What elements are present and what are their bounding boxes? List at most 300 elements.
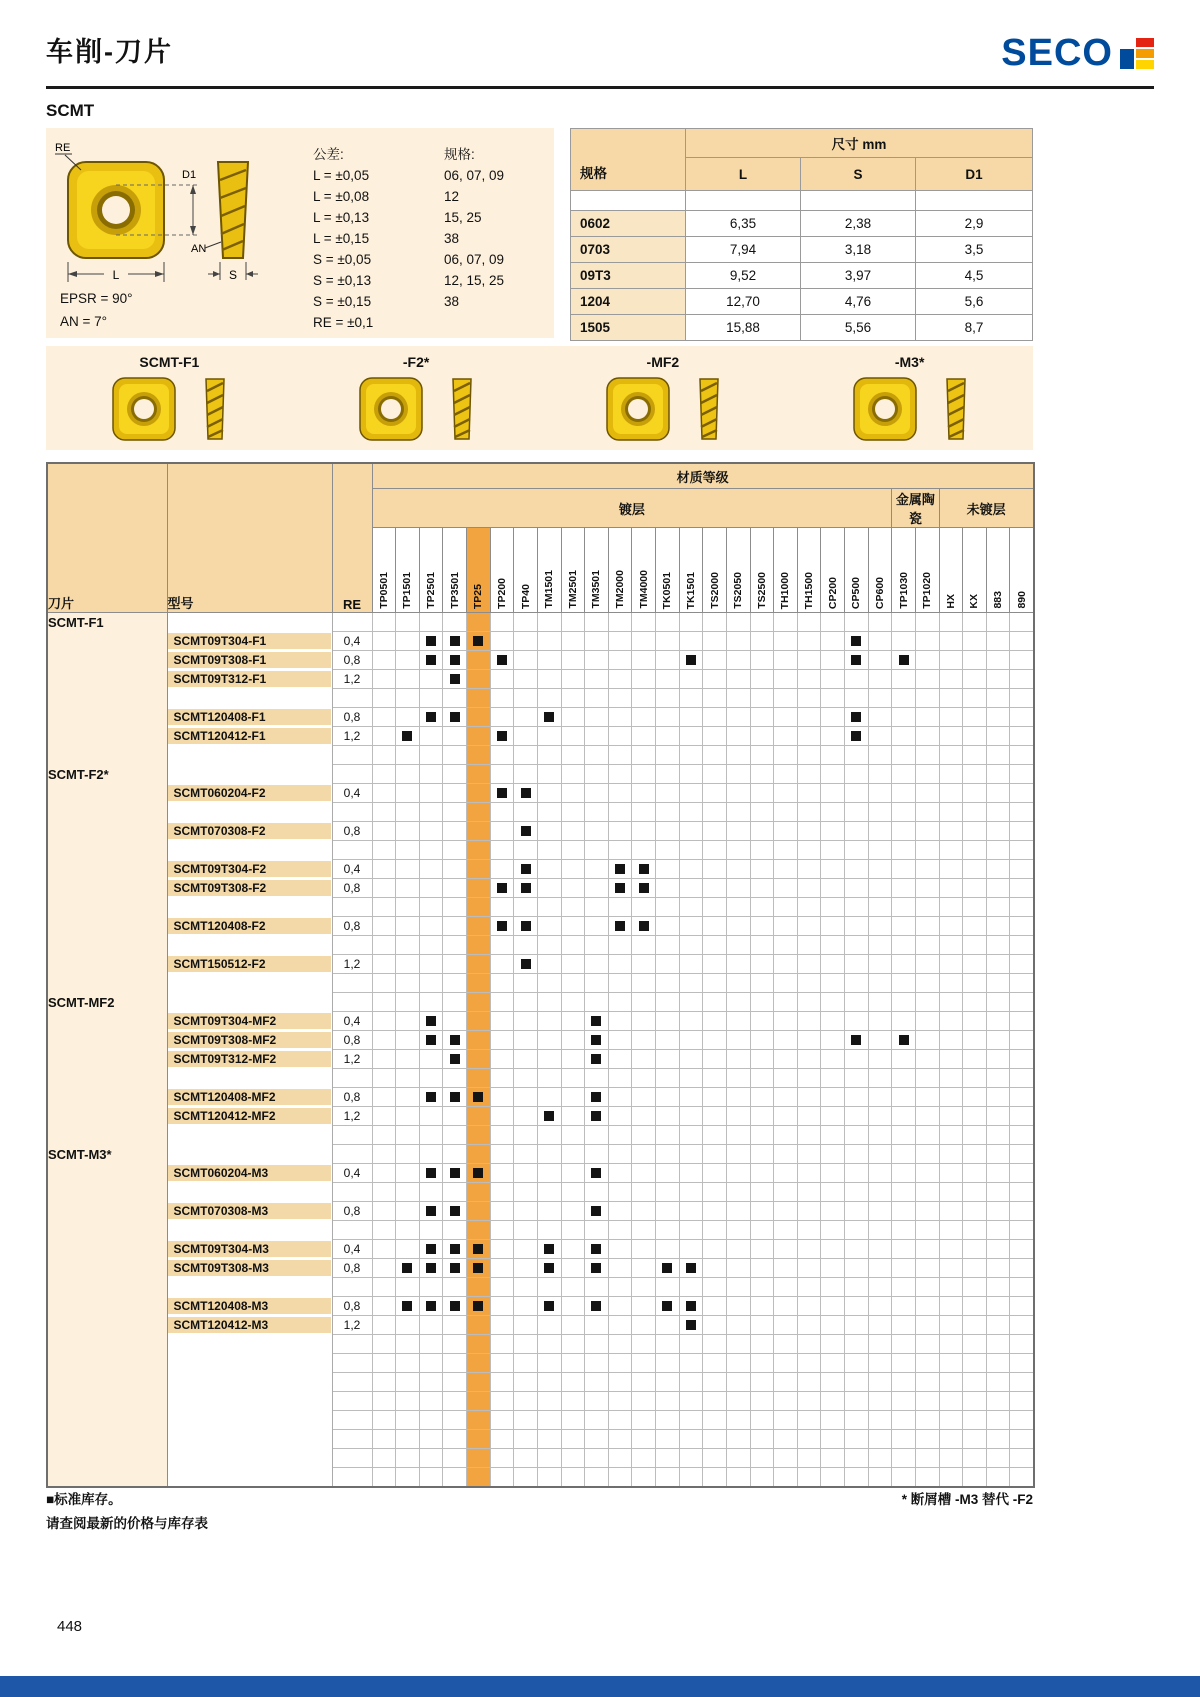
insert-side-view-icon: [203, 377, 227, 441]
grade-cell: [372, 1449, 396, 1468]
grade-cell: [703, 803, 727, 822]
grade-cell: [845, 613, 869, 632]
grade-cell: [868, 632, 892, 651]
grade-cell: [396, 1430, 420, 1449]
grade-cell: [561, 803, 585, 822]
grade-cell: [537, 803, 561, 822]
grade-cell: [490, 1430, 514, 1449]
grade-cell: [490, 1373, 514, 1392]
grade-cell: [443, 917, 467, 936]
grade-cell: [585, 651, 609, 670]
grade-cell: [939, 670, 963, 689]
tolerance-value: RE = ±0,1: [313, 315, 374, 330]
grade-group-title: 材质等级: [372, 463, 1034, 489]
grade-cell: [703, 1392, 727, 1411]
insert-row: [47, 727, 1034, 746]
section-col-cell: [47, 1392, 167, 1411]
grade-cell: [703, 1221, 727, 1240]
grade-cell: [396, 1297, 420, 1316]
insert-side-view-icon: [944, 377, 968, 441]
grade-cell: [632, 1240, 656, 1259]
grade-cell: [726, 841, 750, 860]
grade-cell: [1010, 746, 1034, 765]
grade-cell: [632, 1335, 656, 1354]
grade-cell: [821, 651, 845, 670]
grade-cell: [561, 727, 585, 746]
grade-cell: [845, 1012, 869, 1031]
grade-cell: [632, 1278, 656, 1297]
grade-cell: [774, 1031, 798, 1050]
grade-cell: [372, 1164, 396, 1183]
grade-cell: [679, 1107, 703, 1126]
grade-cell: [726, 746, 750, 765]
grade-cell: [585, 822, 609, 841]
re-cell: 0,8: [332, 1031, 372, 1050]
section-col-cell: [47, 746, 167, 765]
grade-cell: [774, 765, 798, 784]
grade-cell: [419, 1373, 443, 1392]
grade-cell: [561, 1145, 585, 1164]
grade-cell: [632, 1126, 656, 1145]
grade-cell: [514, 1373, 538, 1392]
spacer-row: [47, 1468, 1034, 1488]
spacer-row: [47, 898, 1034, 917]
grade-cell: [963, 1297, 987, 1316]
grade-cell: [726, 1050, 750, 1069]
grade-cell: [703, 1202, 727, 1221]
model-label: SCMT120412-F1: [168, 728, 331, 744]
grade-cell: [679, 727, 703, 746]
grade-cell: [396, 765, 420, 784]
section-col-cell: [47, 1050, 167, 1069]
grade-cell: [797, 1069, 821, 1088]
grade-cell: [821, 1069, 845, 1088]
grade-cell: [703, 860, 727, 879]
grade-cell: [774, 879, 798, 898]
grade-cell: [585, 1164, 609, 1183]
model-cell: [167, 689, 332, 708]
grade-cell: [963, 803, 987, 822]
model-label: SCMT09T304-MF2: [168, 1013, 331, 1029]
re-cell: [332, 1430, 372, 1449]
grade-cell: [372, 1297, 396, 1316]
grade-cell: [774, 1449, 798, 1468]
grade-cell: [915, 974, 939, 993]
grade-cell: [868, 1297, 892, 1316]
grade-cell: [821, 765, 845, 784]
grade-cell: [821, 1164, 845, 1183]
grade-cell: [821, 917, 845, 936]
grade-cell: [656, 1240, 680, 1259]
section-col-cell: [47, 1240, 167, 1259]
grade-cell: [1010, 784, 1034, 803]
re-cell: [332, 898, 372, 917]
grade-cell: [537, 993, 561, 1012]
size-value: 06, 07, 09: [444, 168, 505, 183]
grade-cell: [419, 993, 443, 1012]
grade-cell: [396, 1316, 420, 1335]
grade-cell: [821, 1183, 845, 1202]
insert-row: [47, 1316, 1034, 1335]
grade-cell: [939, 1278, 963, 1297]
grade-cell: [750, 898, 774, 917]
grade-cell: [845, 1107, 869, 1126]
grade-col-TK0501: TK0501: [656, 528, 680, 613]
stock-mark: [521, 883, 531, 893]
grade-cell: [372, 1050, 396, 1069]
grade-cell: [443, 1107, 467, 1126]
grade-cell: [797, 917, 821, 936]
grade-cell: [774, 936, 798, 955]
grade-cell: [939, 1164, 963, 1183]
grade-cell: [726, 1012, 750, 1031]
grade-cell: [750, 727, 774, 746]
grade-cell: [537, 689, 561, 708]
grade-cell: [774, 1392, 798, 1411]
insert-row: [47, 1240, 1034, 1259]
grade-cell: [821, 879, 845, 898]
grade-cell: [443, 1031, 467, 1050]
model-label: SCMT070308-M3: [168, 1203, 331, 1219]
stock-mark: [497, 655, 507, 665]
grade-cell: [561, 632, 585, 651]
grade-cell: [845, 651, 869, 670]
grade-cell: [750, 1468, 774, 1488]
grade-cell: [726, 1297, 750, 1316]
grade-cell: [514, 1449, 538, 1468]
grade-cell: [514, 1259, 538, 1278]
grade-cell: [585, 1278, 609, 1297]
re-cell: [332, 1278, 372, 1297]
grade-cell: [963, 1050, 987, 1069]
grade-cell: [537, 670, 561, 689]
grade-cell: [396, 746, 420, 765]
grade-cell: [443, 993, 467, 1012]
grade-cell: [726, 955, 750, 974]
spacer-row: [47, 1430, 1034, 1449]
grade-col-TS2500: TS2500: [750, 528, 774, 613]
grade-cell: [986, 803, 1010, 822]
grade-cell: [868, 1069, 892, 1088]
re-cell: 1,2: [332, 670, 372, 689]
grade-cell: [396, 1145, 420, 1164]
grade-cell: [939, 632, 963, 651]
grade-cell: [939, 1088, 963, 1107]
grade-cell: [868, 689, 892, 708]
grade-cell: [892, 803, 916, 822]
grade-cell: [419, 879, 443, 898]
grade-cell: [419, 708, 443, 727]
grade-cell: [585, 1240, 609, 1259]
grade-cell: [679, 1069, 703, 1088]
grade-cell: [939, 1107, 963, 1126]
insert-row: [47, 1088, 1034, 1107]
grade-cell: [1010, 1240, 1034, 1259]
grade-cell: [774, 1050, 798, 1069]
grade-cell: [726, 1392, 750, 1411]
grade-cell: [372, 1354, 396, 1373]
model-label: SCMT060204-M3: [168, 1165, 331, 1181]
grade-cell: [679, 632, 703, 651]
stock-mark: [591, 1301, 601, 1311]
grade-cell: [986, 784, 1010, 803]
stock-mark: [591, 1035, 601, 1045]
grade-cell: [726, 936, 750, 955]
grade-cell: [632, 1012, 656, 1031]
grade-cell: [679, 955, 703, 974]
re-cell: 1,2: [332, 1316, 372, 1335]
grade-cell: [1010, 1050, 1034, 1069]
grade-cell: [561, 1069, 585, 1088]
stock-mark: [899, 655, 909, 665]
grade-cell: [490, 1278, 514, 1297]
grade-cell: [1010, 1164, 1034, 1183]
grade-cell: [845, 1316, 869, 1335]
sizes-title: 规格:: [444, 147, 475, 162]
grade-cell: [561, 708, 585, 727]
grade-cell: [821, 1373, 845, 1392]
grade-cell: [372, 1411, 396, 1430]
grade-cell: [845, 860, 869, 879]
grade-cell: [372, 1107, 396, 1126]
re-cell: [332, 936, 372, 955]
grade-cell: [892, 1449, 916, 1468]
grade-cell: [632, 1088, 656, 1107]
grade-cell: [585, 841, 609, 860]
grade-cell: [986, 765, 1010, 784]
grade-cell: [443, 974, 467, 993]
insert-gallery: [46, 346, 1033, 450]
grade-cell: [372, 1259, 396, 1278]
grade-cell: [986, 1050, 1010, 1069]
grade-cell: [939, 1145, 963, 1164]
grade-cell: [845, 784, 869, 803]
grade-cell: [750, 784, 774, 803]
insert-row: [47, 632, 1034, 651]
insert-row: [47, 784, 1034, 803]
dim-row: [571, 237, 1033, 263]
grade-cell: [1010, 651, 1034, 670]
re-cell: 0,4: [332, 784, 372, 803]
grade-cell: [821, 993, 845, 1012]
grade-cell: [396, 1069, 420, 1088]
grade-cell: [963, 1392, 987, 1411]
grade-cell: [845, 1202, 869, 1221]
grade-cell: [443, 1373, 467, 1392]
grade-cell: [963, 955, 987, 974]
stock-mark: [639, 883, 649, 893]
insert-variant: [46, 346, 293, 450]
grade-cell: [514, 822, 538, 841]
grade-col-TM2000: TM2000: [608, 528, 632, 613]
grade-cell: [845, 1240, 869, 1259]
insert-front-view-icon: [358, 376, 424, 442]
grade-cell: [915, 1316, 939, 1335]
grade-cell: [608, 784, 632, 803]
model-cell: [167, 1449, 332, 1468]
grade-cell: [632, 632, 656, 651]
grade-cell: [821, 1107, 845, 1126]
spacer-row: [47, 974, 1034, 993]
model-cell: [167, 1107, 332, 1126]
grade-cell: [868, 1145, 892, 1164]
stock-mark: [497, 788, 507, 798]
grade-cell: [561, 841, 585, 860]
grade-cell: [608, 1278, 632, 1297]
grade-cell: [514, 1430, 538, 1449]
grade-cell: [396, 1335, 420, 1354]
grade-cell: [514, 879, 538, 898]
grade-cell: [750, 1069, 774, 1088]
stock-mark: [426, 1035, 436, 1045]
model-label: SCMT120408-MF2: [168, 1089, 331, 1105]
grade-cell: [679, 1354, 703, 1373]
grade-cell: [892, 1468, 916, 1488]
grade-cell: [774, 1126, 798, 1145]
re-cell: 1,2: [332, 955, 372, 974]
stock-mark: [426, 655, 436, 665]
stock-mark: [686, 1301, 696, 1311]
grade-cell: [726, 1373, 750, 1392]
grade-cell: [490, 1088, 514, 1107]
model-cell: [167, 898, 332, 917]
grade-cell: [467, 746, 491, 765]
grade-cell: [1010, 1202, 1034, 1221]
grade-cell: [467, 822, 491, 841]
grade-cell: [490, 917, 514, 936]
grade-cell: [443, 1316, 467, 1335]
grade-cell: [750, 1240, 774, 1259]
grade-cell: [396, 1012, 420, 1031]
grade-cell: [372, 822, 396, 841]
section-col-cell: [47, 632, 167, 651]
grade-cell: [585, 727, 609, 746]
model-cell: [167, 822, 332, 841]
grade-cell: [1010, 1183, 1034, 1202]
grade-cell: [656, 1316, 680, 1335]
grade-cell: [915, 936, 939, 955]
grade-cell: [868, 1183, 892, 1202]
grade-cell: [892, 1335, 916, 1354]
grade-cell: [963, 670, 987, 689]
grade-cell: [514, 860, 538, 879]
grade-cell: [821, 1050, 845, 1069]
grade-cell: [585, 1259, 609, 1278]
grade-cell: [845, 1126, 869, 1145]
grade-cell: [892, 1430, 916, 1449]
grade-cell: [915, 993, 939, 1012]
grade-cell: [797, 1240, 821, 1259]
dim-table-body: [571, 211, 1033, 341]
grade-cell: [537, 1012, 561, 1031]
grade-cell: [561, 1126, 585, 1145]
grade-cell: [443, 1202, 467, 1221]
grade-cell: [774, 1259, 798, 1278]
grade-cell: [963, 708, 987, 727]
grade-cell: [679, 1449, 703, 1468]
stock-mark: [851, 636, 861, 646]
model-cell: [167, 1126, 332, 1145]
grade-cell: [915, 1335, 939, 1354]
dim-s-value: 3,97: [801, 263, 916, 289]
grade-cell: [915, 898, 939, 917]
grade-cell: [703, 1126, 727, 1145]
grade-cell: [986, 1088, 1010, 1107]
spacer-row: [47, 1221, 1034, 1240]
grade-cell: [915, 689, 939, 708]
grade-cell: [632, 746, 656, 765]
grade-cell: [656, 1107, 680, 1126]
stock-mark: [450, 1263, 460, 1273]
grade-cell: [892, 1164, 916, 1183]
grade-cell: [514, 708, 538, 727]
grade-cell: [396, 898, 420, 917]
grade-cell: [868, 803, 892, 822]
grade-cell: [821, 1449, 845, 1468]
grade-cell: [419, 1012, 443, 1031]
grade-cell: [963, 746, 987, 765]
section-col-cell: [47, 1354, 167, 1373]
grade-cell: [679, 1316, 703, 1335]
grade-cell: [1010, 1411, 1034, 1430]
re-cell: [332, 1126, 372, 1145]
grade-cell: [537, 1316, 561, 1335]
model-cell: [167, 1430, 332, 1449]
grade-cell: [750, 917, 774, 936]
grade-cell: [585, 1050, 609, 1069]
grade-cell: [656, 1411, 680, 1430]
grade-cell: [396, 1164, 420, 1183]
grade-cell: [868, 784, 892, 803]
grade-cell: [963, 613, 987, 632]
grade-cell: [726, 1107, 750, 1126]
model-label: SCMT120412-M3: [168, 1317, 331, 1333]
grade-cell: [585, 955, 609, 974]
grade-cell: [892, 879, 916, 898]
grade-cell: [561, 1449, 585, 1468]
spacer-row: [47, 1392, 1034, 1411]
grade-cell: [467, 1297, 491, 1316]
grade-cell: [845, 1145, 869, 1164]
spacer-row: [47, 1335, 1034, 1354]
grade-cell: [915, 746, 939, 765]
grade-cell: [561, 1183, 585, 1202]
grade-cell: [679, 1145, 703, 1164]
section-header-row: [47, 993, 1034, 1012]
grade-cell: [679, 879, 703, 898]
grade-cell: [419, 670, 443, 689]
grade-cell: [514, 1126, 538, 1145]
grade-cell: [774, 1468, 798, 1488]
grade-cell: [608, 1012, 632, 1031]
dim-l-value: 9,52: [686, 263, 801, 289]
dim-l-value: 12,70: [686, 289, 801, 315]
grade-cell: [679, 746, 703, 765]
re-cell: [332, 1221, 372, 1240]
grade-cell: [797, 1107, 821, 1126]
grade-cell: [915, 1468, 939, 1488]
insert-variant-label: -MF2: [646, 354, 680, 370]
grade-col-TH1500: TH1500: [797, 528, 821, 613]
grade-cell: [467, 670, 491, 689]
grade-cell: [514, 974, 538, 993]
grade-cell: [845, 1183, 869, 1202]
grade-cell: [537, 860, 561, 879]
stock-mark: [521, 921, 531, 931]
model-cell: [167, 1240, 332, 1259]
grade-cell: [632, 1107, 656, 1126]
grade-cell: [821, 1392, 845, 1411]
